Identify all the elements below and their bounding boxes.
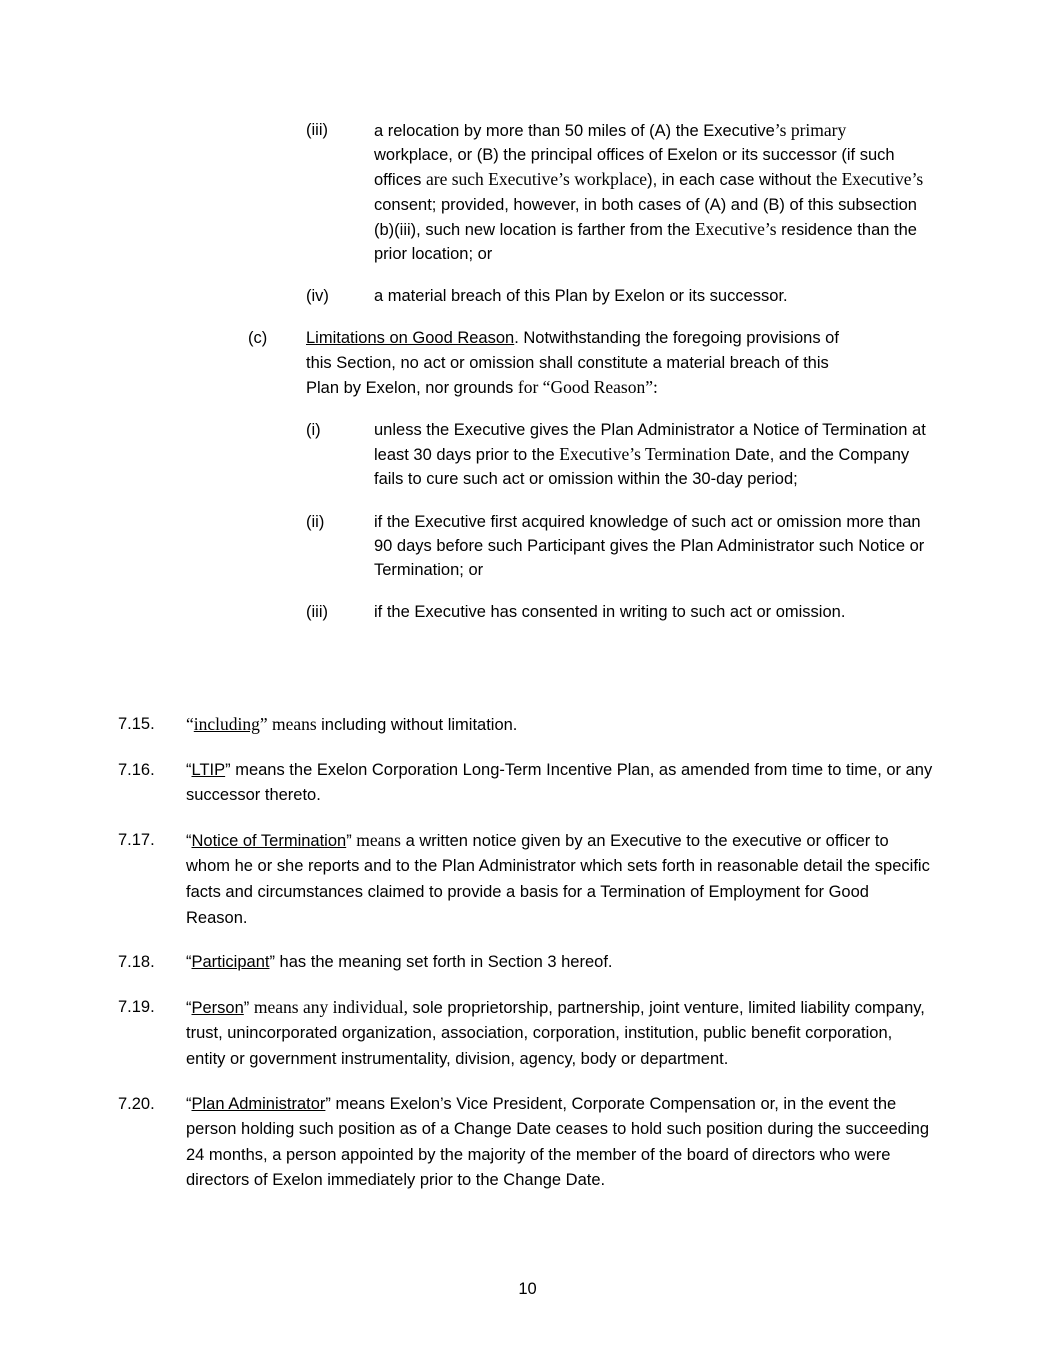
definition-text: “Plan Administrator” means Exelon’s Vice President, Corporate Compensation or, in the event the person holding such position as of a Change Date ceases to hold such position during the succeeding 24 months, a person appointed by the majority of the member of the board of directors who were directors of Exelon immediately prior to the Change Date. (186, 1094, 929, 1190)
list-item-text: if the Executive has consented in writing to such act or omission. (374, 603, 846, 622)
definition-number: 7.20. (118, 1094, 155, 1113)
list-item (0, 118, 1055, 266)
list-item (0, 326, 1055, 400)
list-marker: (c) (248, 329, 268, 348)
definition-text: “Notice of Termination” means a written notice given by an Executive to the executive or officer to whom he or she reports and to the Plan Administrator which sets forth in reasonable detail the specific facts and circumstances claimed to provide a basis for a Termination of Employment for Good Reason. (186, 829, 930, 927)
definition-row (0, 995, 1055, 1073)
list-item (0, 284, 1055, 308)
subsection-list (0, 118, 1055, 642)
definition-row (0, 712, 1055, 739)
page-number: 10 (518, 1280, 537, 1298)
list-item-text: Limitations on Good Reason. Notwithstanding the foregoing provisions of this Section, no act or omission shall constitute a material breach of this Plan by Exelon, nor grounds for “Good Reason”: (306, 329, 839, 397)
definition-text: “Person” means any individual, sole proprietorship, partnership, joint venture, limited liability company, trust, unincorporated organization, association, corporation, institution, public benefit corporation, entity or government instrumentality, division, agency, body or department. (186, 996, 925, 1068)
definitions-list (0, 712, 1055, 1213)
list-item (0, 418, 1055, 492)
definition-text: “LTIP” means the Exelon Corporation Long-Term Incentive Plan, as amended from time to time, or any successor thereto. (186, 760, 933, 805)
definition-number: 7.15. (118, 715, 155, 733)
list-marker: (iii) (306, 121, 328, 139)
definition-number: 7.16. (118, 760, 155, 779)
list-marker: (i) (306, 421, 321, 440)
definition-row (0, 828, 1055, 931)
definition-row (0, 758, 1055, 809)
list-item-text: a relocation by more than 50 miles of (A) the Executive’s primary workplace, or (B) the principal offices of Exelon or its successor (if such offices are such Executive’s workplace), in each case without the Executive’s consent; provided, however, in both cases of (A) and (B) of this subsection (b)(iii), such new location is farther from the Executive’s residence than the prior location; or (374, 120, 924, 264)
definition-number: 7.17. (118, 830, 155, 849)
list-item (0, 600, 1055, 624)
list-item-text: if the Executive first acquired knowledge of such act or omission more than 90 days before such Participant gives the Plan Administrator such Notice or Termination; or (374, 512, 925, 580)
list-marker: (iv) (306, 287, 329, 306)
definition-text: “Participant” has the meaning set forth in Section 3 hereof. (186, 953, 613, 972)
definition-number: 7.19. (118, 997, 155, 1016)
definition-number: 7.18. (118, 953, 155, 972)
definition-row (0, 1092, 1055, 1194)
list-item-text: a material breach of this Plan by Exelon or its successor. (374, 287, 788, 306)
list-item (0, 510, 1055, 583)
list-marker: (ii) (306, 512, 325, 531)
list-marker: (iii) (306, 603, 328, 622)
definition-text: “including” means including without limitation. (186, 714, 518, 734)
definition-row (0, 950, 1055, 976)
list-item-text: unless the Executive gives the Plan Administrator a Notice of Termination at least 30 days prior to the Executive’s Termination Date, and the Company fails to cure such act or omission within the 30-day period; (374, 421, 926, 489)
